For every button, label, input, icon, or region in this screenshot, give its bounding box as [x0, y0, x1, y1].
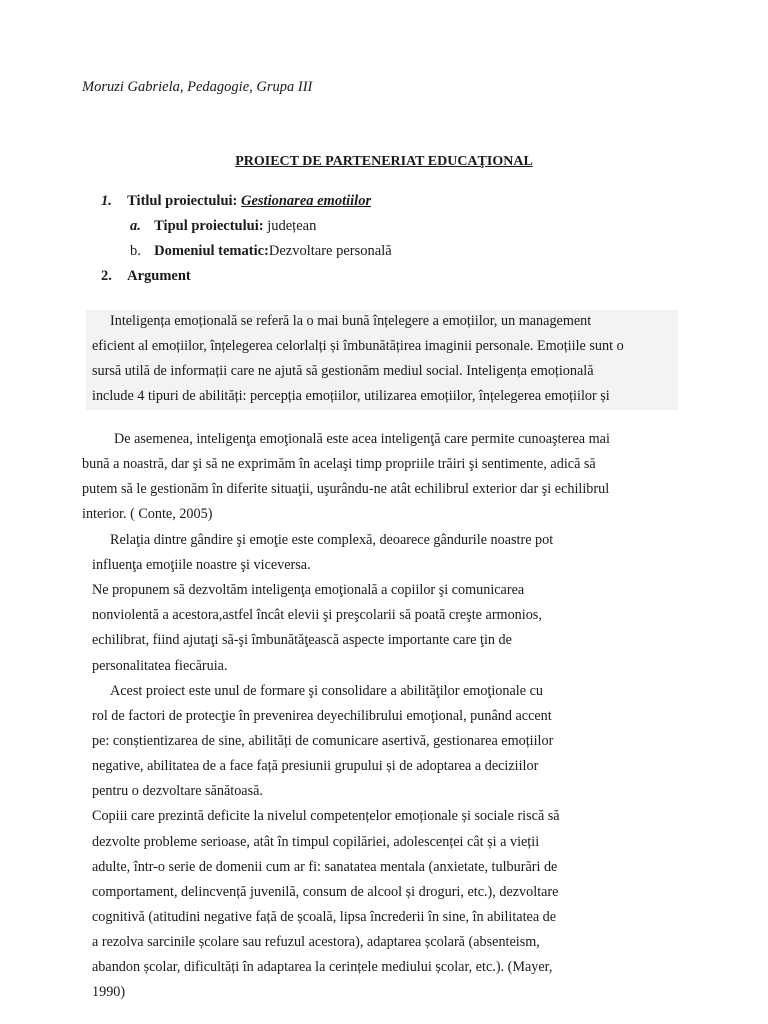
- outline-label: Tipul proiectului:: [154, 218, 264, 234]
- outline-label: Domeniul tematic:: [154, 243, 269, 259]
- outline-number: 1.: [101, 193, 112, 209]
- body-line: rol de factori de protecţie în prevenirea deyechilibrului emoţional, punând accent: [92, 708, 552, 724]
- body-line: influenţa emoţiile noastre şi viceversa.: [92, 557, 311, 573]
- body-line: Relaţia dintre gândire şi emoţie este complexă, deoarece gândurile noastre pot: [110, 532, 554, 548]
- author-line: Moruzi Gabriela, Pedagogie, Grupa III: [82, 79, 313, 95]
- thematic-domain-value: Dezvoltare personală: [268, 243, 392, 259]
- outline-item-1a: [130, 218, 316, 235]
- outline-number: b.: [130, 243, 141, 259]
- body-line: adulte, într-o serie de domenii cum ar fi: sanatatea mentala (anxietate, tulburări de: [92, 859, 558, 875]
- document-title: PROIECT DE PARTENERIAT EDUCAŢIONAL: [235, 154, 533, 169]
- body-line: 1990): [92, 984, 126, 1000]
- body-line: a rezolva sarcinile școlare sau refuzul acestora), adaptarea școlară (absenteism,: [92, 934, 540, 950]
- body-line: pe: conștientizarea de sine, abilități de comunicare asertivă, gestionarea emoțiilor: [92, 733, 554, 749]
- body-line: personalitatea fiecăruia.: [92, 658, 228, 674]
- shaded-paragraph-line: eficient al emoțiilor, înțelegerea celorlalți și îmbunătățirea imaginii personale. Emoțiile sunt o: [92, 338, 624, 354]
- outline-number: 2.: [101, 268, 112, 284]
- shaded-paragraph-line: sursă utilă de informații care ne ajută să gestionăm mediul social. Inteligența emoțională: [92, 363, 594, 379]
- body-line: comportament, delincvență juvenilă, consum de alcool și droguri, etc.), dezvoltare: [92, 884, 559, 900]
- outline-item-2: [101, 268, 191, 285]
- body-line: dezvolte probleme serioase, atât în timpul copilăriei, adolescenței cât și a vieții: [92, 834, 540, 850]
- body-line: putem să le gestionăm în diferite situaţii, uşurându-ne atât echilibrul exterior dar şi echilibrul: [82, 481, 610, 497]
- body-line: bună a noastră, dar şi să ne exprimăm în acelaşi timp propriile trăiri şi sentimente, adică să: [82, 456, 596, 472]
- body-line: abandon școlar, dificultăți în adaptarea la cerințele mediului școlar, etc.). (Mayer,: [92, 959, 553, 975]
- body-line: nonviolentă a acestora,astfel încât elevii şi preşcolarii să poată creşte armonios,: [92, 607, 542, 623]
- project-title-value: Gestionarea emotiilor: [241, 193, 372, 209]
- outline-number: a.: [130, 218, 141, 234]
- outline-item-1: [101, 193, 371, 210]
- body-line: echilibrat, fiind ajutaţi să-şi îmbunătăţească aspecte importante care ţin de: [92, 632, 512, 648]
- outline-item-1b: [130, 243, 392, 260]
- shaded-paragraph-line: Inteligența emoțională se referă la o mai bună înțelegere a emoțiilor, un management: [110, 313, 592, 329]
- body-line: negative, abilitatea de a face față presiunii grupului și de adoptarea a deciziilor: [92, 758, 539, 774]
- outline-label: Titlul proiectului:: [127, 193, 238, 209]
- body-line: pentru o dezvoltare sănătoasă.: [92, 783, 263, 799]
- body-line: cognitivă (atitudini negative față de școală, lipsa încrederii în sine, în abilitatea de: [92, 909, 557, 925]
- body-line: interior. ( Conte, 2005): [82, 506, 213, 522]
- body-line: Copiii care prezintă deficite la nivelul competențelor emoționale și sociale riscă să: [92, 808, 560, 824]
- body-line: Ne propunem să dezvoltăm inteligenţa emoţională a copiilor şi comunicarea: [92, 582, 525, 598]
- shaded-paragraph-line: include 4 tipuri de abilități: percepția emoțiilor, utilizarea emoțiilor, înțelegerea emoțiilor și: [92, 388, 610, 404]
- body-line: Acest proiect este unul de formare şi consolidare a abilităţilor emoţionale cu: [110, 683, 543, 699]
- body-line: De asemenea, inteligenţa emoţională este acea inteligenţă care permite cunoaşterea mai: [114, 431, 610, 447]
- outline-label: Argument: [127, 268, 191, 284]
- project-type-value: județean: [263, 218, 317, 234]
